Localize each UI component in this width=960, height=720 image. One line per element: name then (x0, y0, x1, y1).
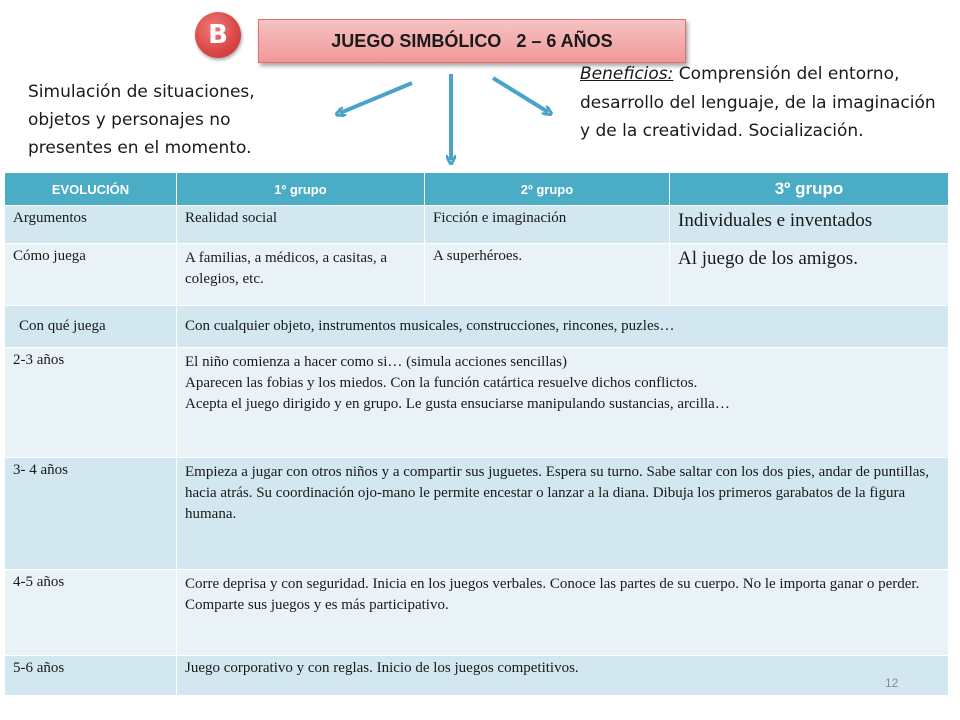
benefits-text (580, 60, 950, 146)
table-cell: Empieza a jugar con otros niños y a compartir sus juguetes. Espera su turno. Sabe saltar con los dos pies, andar de puntillas, hacia atrás. Su coordinación ojo-mano le permite encestar o lanzar a la diana. Dibuja los primeros garabatos de la figura humana. (177, 458, 949, 570)
section-badge: B (195, 12, 241, 58)
table-row (5, 206, 949, 244)
header-grupo-2: 2º grupo (425, 173, 670, 206)
table-cell: Realidad social (177, 206, 425, 244)
page-title: JUEGO SIMBÓLICO 2 – 6 AÑOS (258, 19, 686, 63)
row-label: 4-5 años (5, 570, 177, 656)
table-cell: Al juego de los amigos. (670, 244, 949, 306)
table-row (5, 348, 949, 458)
table-row (5, 306, 949, 348)
text-line: Aparecen las fobias y los miedos. Con la función catártica resuelve dichos conflictos. (185, 375, 698, 391)
table-cell: A familias, a médicos, a casitas, a colegios, etc. (177, 244, 425, 306)
row-label: 3- 4 años (5, 458, 177, 570)
table-row (5, 656, 949, 696)
table-cell: Con cualquier objeto, instrumentos musicales, construcciones, rincones, puzles… (177, 306, 949, 348)
table-row (5, 244, 949, 306)
text-line: El niño comienza a hacer como si… (simula acciones sencillas) (185, 354, 567, 370)
table-cell: Corre deprisa y con seguridad. Inicia en los juegos verbales. Conoce las partes de su cuerpo. No le importa ganar o perder. Comparte sus juegos y es más participativo. (177, 570, 949, 656)
table-header-row (5, 173, 949, 206)
table-cell: Individuales e inventados (670, 206, 949, 244)
row-label: 2-3 años (5, 348, 177, 458)
row-label: Argumentos (5, 206, 177, 244)
row-label: 5-6 años (5, 656, 177, 696)
arrow-right (493, 78, 548, 112)
row-label: Con qué juega (5, 306, 177, 348)
page-number: 12 (885, 676, 899, 690)
text-line: Acepta el juego dirigido y en grupo. Le gusta ensuciarse manipulando sustancias, arcilla… (185, 396, 730, 412)
table-cell: Ficción e imaginación (425, 206, 670, 244)
table-cell: Juego corporativo y con reglas. Inicio de los juegos competitivos. (177, 656, 949, 696)
table-row (5, 458, 949, 570)
header-grupo-3: 3º grupo (670, 173, 949, 206)
header-grupo-1: 1º grupo (177, 173, 425, 206)
benefits-label: Beneficios: (580, 64, 674, 84)
row-label: Cómo juega (5, 244, 177, 306)
header-evolucion: EVOLUCIÓN (5, 173, 177, 206)
benefits-body: Comprensión del entorno, desarrollo del lenguaje, de la imaginación y de la creatividad. Socialización. (580, 64, 936, 141)
table-cell (177, 348, 949, 458)
definition-text: Simulación de situaciones, objetos y personajes no presentes en el momento. (28, 82, 255, 158)
evolution-table (4, 172, 949, 696)
arrow-left (340, 83, 412, 113)
table-row (5, 570, 949, 656)
table-cell: A superhéroes. (425, 244, 670, 306)
